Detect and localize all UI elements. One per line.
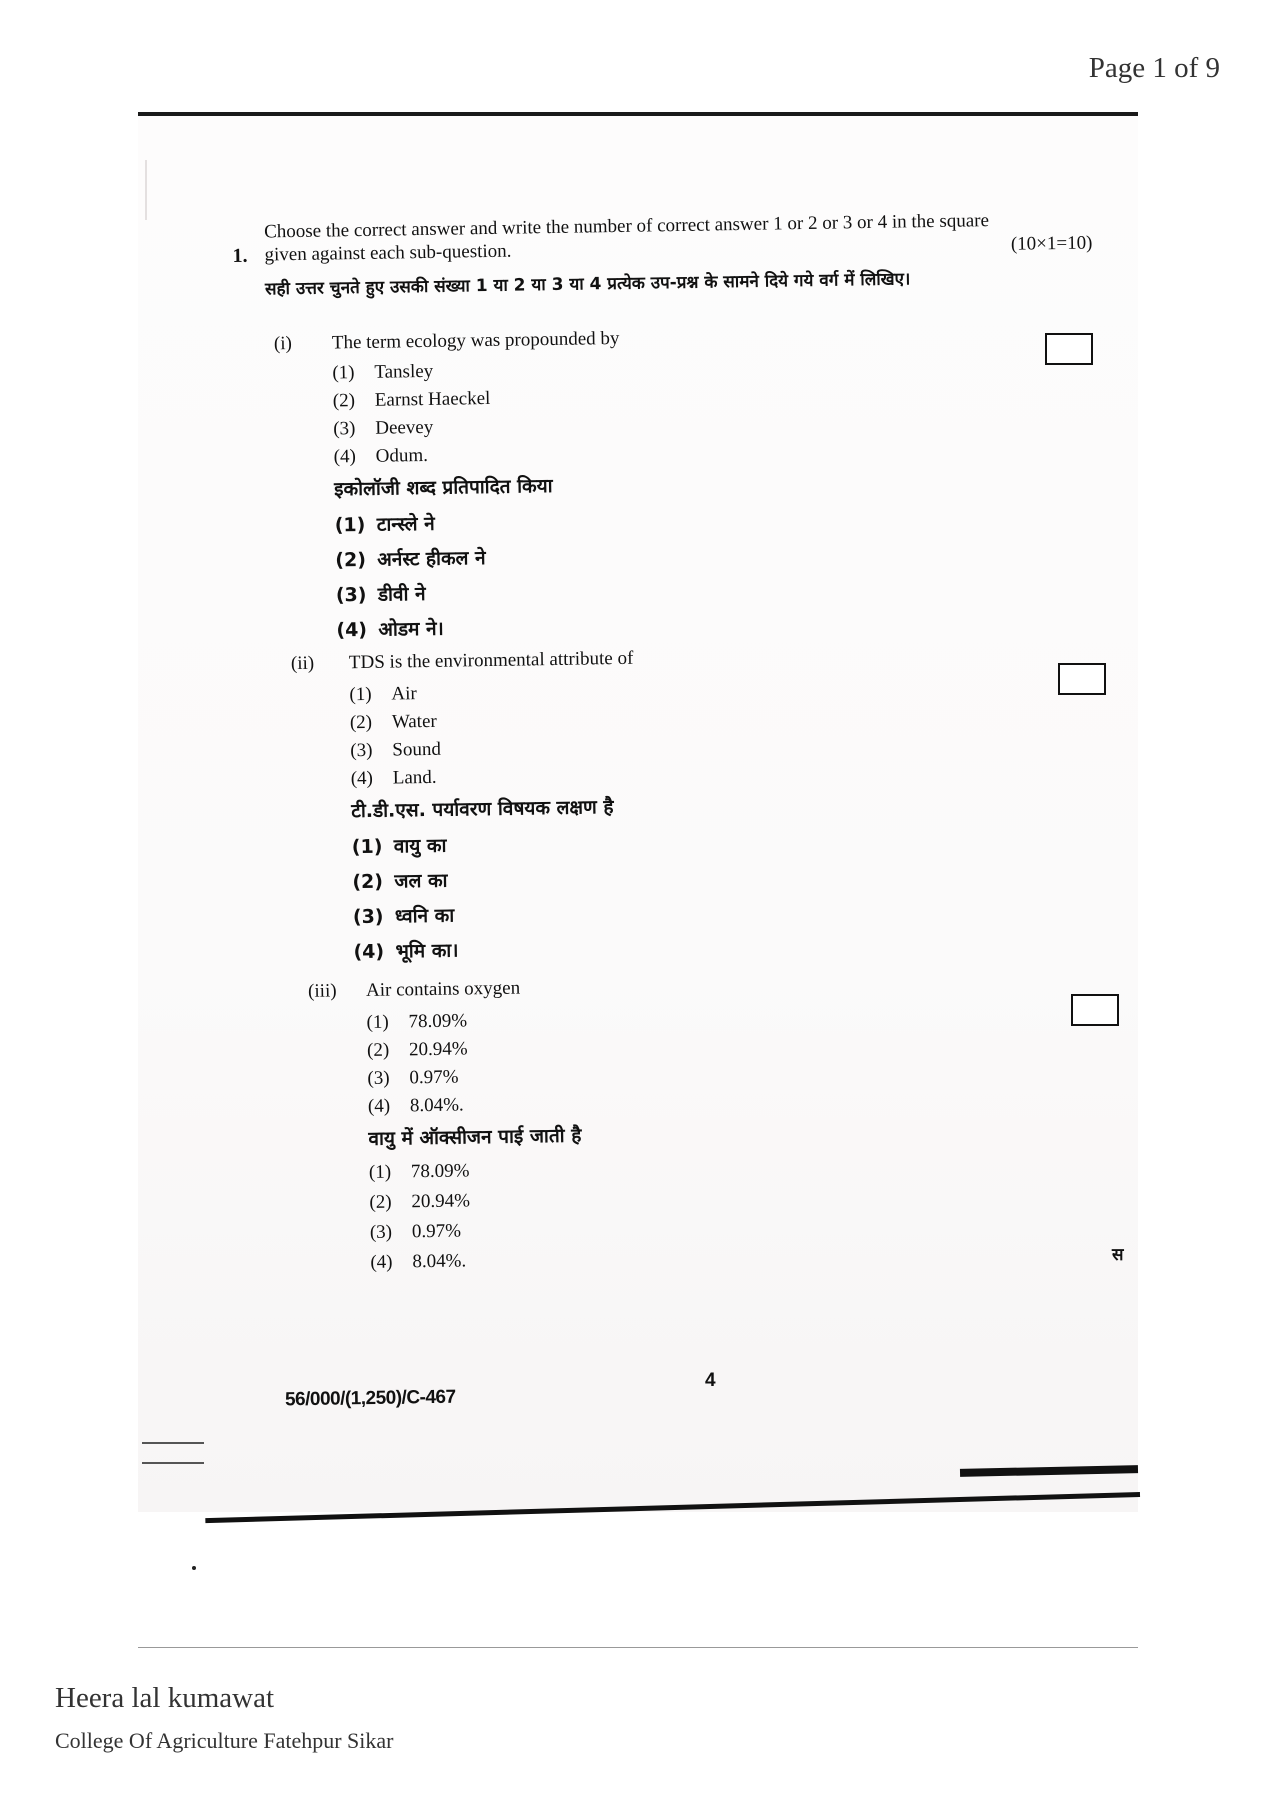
sub-question-text-hi: टी.डी.एस. पर्यावरण विषयक लक्षण है xyxy=(351,796,614,823)
sub-question-text-hi: वायु में ऑक्सीजन पाई जाती है xyxy=(368,1124,582,1150)
sub-question-text-en: Air contains oxygen xyxy=(365,977,521,1001)
option-hi: (2) 20.94% xyxy=(369,1190,471,1213)
speck xyxy=(192,1566,196,1570)
margin-line xyxy=(142,1462,204,1464)
college-name: College Of Agriculture Fatehpur Sikar xyxy=(55,1728,394,1753)
sub-question-text-en: The term ecology was propounded by xyxy=(331,327,620,354)
option-hi: (4) भूमि का। xyxy=(353,939,459,964)
option-hi: (2) जल का xyxy=(352,869,448,894)
author-name: Heera lal kumawat xyxy=(55,1682,275,1714)
sub-question-label: (i) xyxy=(273,333,293,355)
option-hi: (1) वायु का xyxy=(351,834,447,859)
footer-code: 56/000/(1,250)/C-467 xyxy=(284,1386,456,1411)
instruction-hi: सही उत्तर चुनते हुए उसकी संख्या 1 या 2 या 3 या 4 प्रत्येक उप-प्रश्न के सामने दिये गये वर्ग में लिखिए। xyxy=(264,268,911,300)
option-en: (4) Odum. xyxy=(333,444,429,468)
marks: (10×1=10) xyxy=(1010,232,1093,255)
option-hi: (3) ध्वनि का xyxy=(352,904,455,929)
option-en: (3) Deevey xyxy=(333,416,434,440)
option-en: (1) 78.09% xyxy=(366,1010,468,1033)
question-block xyxy=(232,208,1093,1273)
page-number: 4 xyxy=(705,1370,716,1391)
option-en: (1) Air xyxy=(349,683,417,706)
option-en: (2) Water xyxy=(349,710,437,734)
scanned-page xyxy=(138,112,1138,1512)
question-number: 1. xyxy=(232,244,248,267)
instruction-en-line1: Choose the correct answer and write the number of correct answer 1 or 2 or 3 or 4 in the square xyxy=(263,210,990,243)
option-hi: (1) 78.09% xyxy=(368,1160,470,1183)
option-en: (3) Sound xyxy=(350,738,442,762)
stray-character: स xyxy=(1112,1245,1124,1265)
option-en: (4) Land. xyxy=(350,766,437,790)
instruction-en-line2: given against each sub-question. xyxy=(264,240,512,266)
option-hi: (4) 8.04%. xyxy=(370,1250,467,1273)
page-counter: Page 1 of 9 xyxy=(1088,52,1220,84)
option-hi: (3) 0.97% xyxy=(369,1220,462,1243)
option-en: (4) 8.04%. xyxy=(367,1094,464,1117)
option-en: (3) 0.97% xyxy=(367,1066,459,1089)
margin-line xyxy=(142,1442,204,1444)
sub-question-label: (ii) xyxy=(290,652,315,675)
option-hi: (3) डीवी ने xyxy=(335,583,426,607)
option-en: (2) 20.94% xyxy=(366,1038,468,1061)
sub-question-text-en: TDS is the environmental attribute of xyxy=(348,647,634,674)
option-hi: (4) ओडम ने। xyxy=(336,617,444,642)
question-header xyxy=(232,208,1093,299)
sub-question-label: (iii) xyxy=(307,980,337,1002)
option-hi: (1) टान्स्ले ने xyxy=(334,512,435,537)
answer-box-ii xyxy=(1058,663,1106,695)
scan-edge xyxy=(145,160,147,220)
option-en: (2) Earnst Haeckel xyxy=(332,387,491,412)
option-en: (1) Tansley xyxy=(332,360,434,384)
sub-question-text-hi: इकोलॉजी शब्द प्रतिपादित किया xyxy=(334,474,553,501)
bottom-rule xyxy=(138,1647,1138,1648)
answer-box-i xyxy=(1045,333,1093,365)
answer-box-iii xyxy=(1071,994,1119,1026)
top-rule xyxy=(138,112,1138,116)
option-hi: (2) अर्नस्ट हीकल ने xyxy=(335,547,486,572)
